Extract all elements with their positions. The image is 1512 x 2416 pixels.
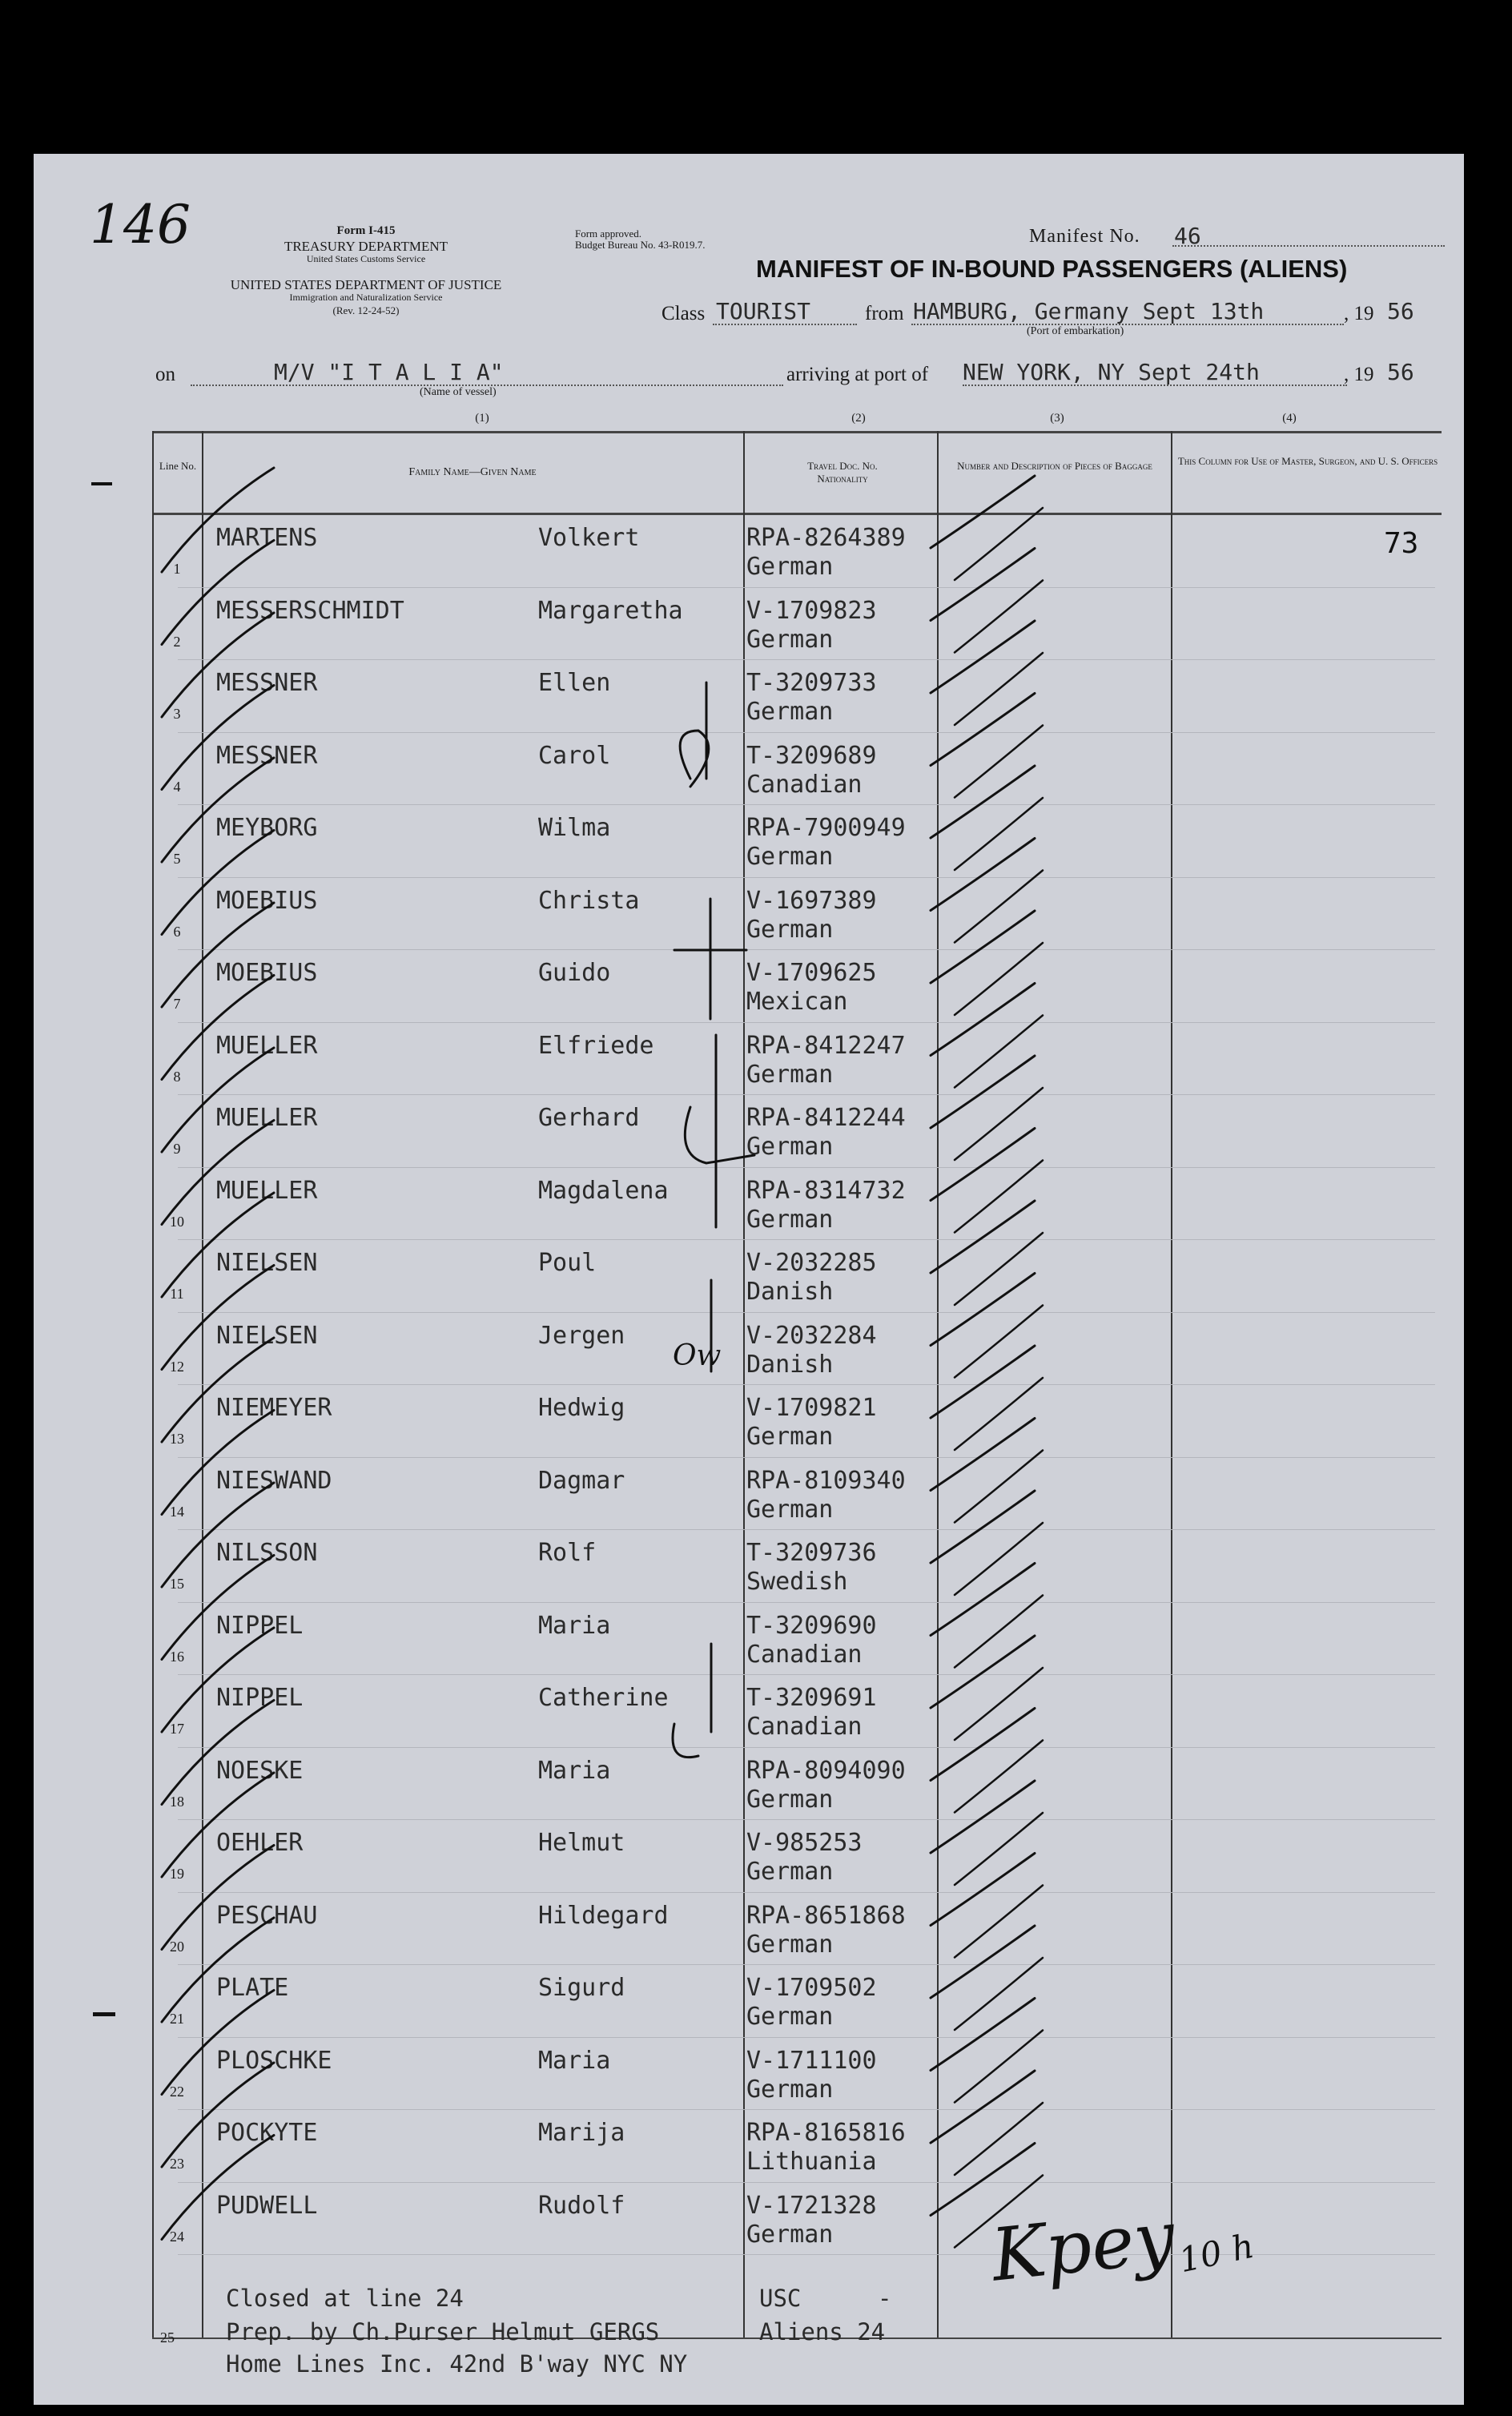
nationality: German — [746, 1205, 834, 1234]
check-stroke — [162, 1266, 274, 1370]
given-name: Carol — [538, 741, 611, 770]
family-name: MESSERSCHMIDT — [216, 596, 404, 625]
arriving-label: arriving at port of — [786, 364, 929, 385]
given-name: Elfriede — [538, 1031, 654, 1060]
line-number: 6 — [173, 923, 181, 940]
check-stroke — [955, 871, 1043, 943]
travel-doc-number: RPA-8314732 — [746, 1176, 906, 1205]
class-value: TOURIST — [716, 298, 811, 324]
check-marks — [34, 154, 1464, 2405]
check-stroke — [955, 1306, 1043, 1378]
line-number: 10 — [170, 1213, 184, 1230]
line-number: 22 — [170, 2083, 184, 2100]
given-name: Ellen — [538, 669, 611, 697]
family-name: MOEBIUS — [216, 959, 318, 987]
family-name: PLOSCHKE — [216, 2046, 332, 2075]
family-name: OEHLER — [216, 1829, 304, 1857]
check-stroke — [955, 581, 1043, 653]
check-stroke — [955, 1958, 1043, 2030]
check-stroke — [931, 1709, 1035, 1781]
manifest-sheet — [34, 154, 1464, 2405]
nationality: Canadian — [746, 1640, 863, 1669]
header-officers: This Column for Use of Master, Surgeon, and U. S. Officers — [1177, 455, 1438, 467]
travel-doc-number: V-1709625 — [746, 959, 877, 987]
family-name: NILSSON — [216, 1539, 318, 1567]
from-year: 56 — [1387, 298, 1414, 324]
given-name: Volkert — [538, 524, 640, 552]
check-stroke — [955, 1451, 1043, 1523]
check-stroke — [931, 1419, 1035, 1491]
check-stroke — [162, 2063, 274, 2167]
check-stroke — [162, 1846, 274, 1950]
customs-service: United States Customs Service — [306, 253, 426, 264]
given-name: Rolf — [538, 1539, 597, 1567]
check-stroke — [162, 1556, 274, 1660]
family-name: PUDWELL — [216, 2191, 318, 2220]
check-stroke — [955, 1016, 1043, 1088]
line-number: 7 — [173, 996, 181, 1012]
travel-doc-number: V-1709823 — [746, 596, 877, 625]
check-stroke — [931, 984, 1035, 1056]
given-name: Wilma — [538, 814, 611, 842]
family-name: NIPPEL — [216, 1684, 304, 1712]
vessel-name: M/V "I T A L I A" — [274, 359, 504, 385]
line-number: 3 — [173, 706, 181, 722]
check-stroke — [162, 1773, 274, 1877]
travel-doc-number: RPA-8651868 — [746, 1901, 906, 1930]
nationality: German — [746, 1858, 834, 1886]
given-name: Magdalena — [538, 1176, 669, 1205]
given-name: Maria — [538, 1756, 611, 1785]
arrival-year-prefix: , 19 — [1344, 364, 1374, 385]
travel-doc-number: T-3209689 — [746, 741, 877, 770]
check-stroke — [955, 1886, 1043, 1958]
from-label: from — [865, 303, 904, 324]
check-stroke — [931, 1274, 1035, 1346]
manifest-title: MANIFEST OF IN-BOUND PASSENGERS (ALIENS) — [756, 255, 1348, 283]
family-name: MARTENS — [216, 524, 318, 552]
check-stroke — [955, 1523, 1043, 1595]
prepared-by: Prep. by Ch.Purser Helmut GERGS — [226, 2318, 660, 2346]
travel-doc-number: RPA-8109340 — [746, 1466, 906, 1495]
given-name: Guido — [538, 959, 611, 987]
line-number: 21 — [170, 2011, 184, 2027]
check-stroke — [931, 1999, 1035, 2071]
check-stroke — [162, 468, 274, 572]
nationality: German — [746, 1930, 834, 1959]
travel-doc-number: T-3209736 — [746, 1539, 877, 1567]
check-stroke — [955, 1596, 1043, 1668]
family-name: NIELSEN — [216, 1321, 318, 1350]
given-name: Poul — [538, 1249, 597, 1277]
family-name: NIPPEL — [216, 1611, 304, 1640]
nationality: Canadian — [746, 1713, 863, 1741]
check-stroke — [162, 2136, 274, 2240]
column-number-3: (3) — [1050, 412, 1064, 425]
family-name: POCKYTE — [216, 2119, 318, 2147]
header-travel-doc: Travel Doc. No. Nationality — [807, 460, 878, 485]
nationality: German — [746, 2220, 834, 2249]
signature: Kpey — [987, 2195, 1179, 2298]
check-stroke — [955, 1668, 1043, 1740]
check-stroke — [931, 2144, 1035, 2216]
line-number: 13 — [170, 1431, 184, 1447]
header-baggage: Number and Description of Pieces of Baggage — [957, 460, 1152, 472]
travel-doc-number: RPA-8412244 — [746, 1104, 906, 1132]
check-stroke — [931, 1346, 1035, 1418]
given-name: Christa — [538, 886, 640, 915]
check-stroke — [931, 476, 1035, 548]
check-stroke — [955, 2103, 1043, 2175]
family-name: MUELLER — [216, 1176, 318, 1205]
given-name: Maria — [538, 1611, 611, 1640]
nationality: German — [746, 2003, 834, 2031]
line-number: 19 — [170, 1866, 184, 1882]
given-name: Helmut — [538, 1829, 625, 1857]
given-name: Hedwig — [538, 1394, 625, 1422]
family-name: MEYBORG — [216, 814, 318, 842]
nationality: German — [746, 915, 834, 944]
nationality: Lithuania — [746, 2148, 877, 2176]
column-number-2: (2) — [851, 412, 866, 425]
nationality: German — [746, 1133, 834, 1161]
check-stroke — [162, 1338, 274, 1442]
manifest-number: 46 — [1174, 223, 1201, 249]
travel-doc-number: V-2032285 — [746, 1249, 877, 1277]
treasury-department: TREASURY DEPARTMENT — [284, 239, 448, 254]
check-stroke — [162, 541, 274, 645]
given-name: Jergen — [538, 1321, 625, 1350]
check-stroke — [162, 1628, 274, 1732]
line-number: 24 — [170, 2228, 184, 2245]
nationality: German — [746, 1423, 834, 1451]
budget-bureau: Budget Bureau No. 43-R019.7. — [575, 239, 706, 251]
check-stroke — [955, 1161, 1043, 1233]
line-number: 17 — [170, 1721, 184, 1737]
line-number: 9 — [173, 1141, 181, 1157]
margin-note: 146 — [90, 194, 191, 256]
check-stroke — [162, 686, 274, 790]
arrival-year: 56 — [1387, 359, 1414, 385]
check-stroke — [955, 2031, 1043, 2103]
check-stroke — [955, 1813, 1043, 1885]
check-stroke — [162, 1483, 274, 1587]
nationality: Mexican — [746, 988, 848, 1016]
check-stroke — [162, 1121, 274, 1225]
line-25-number: 25 — [160, 2329, 175, 2346]
vessel-note: (Name of vessel) — [420, 386, 497, 398]
given-name: Rudolf — [538, 2191, 625, 2220]
check-stroke — [931, 1201, 1035, 1273]
line-number: 14 — [170, 1503, 184, 1520]
check-stroke — [955, 1378, 1043, 1450]
check-stroke — [931, 549, 1035, 621]
check-stroke — [685, 1107, 754, 1163]
ins-service: Immigration and Naturalization Service — [289, 292, 443, 303]
check-stroke — [931, 2071, 1035, 2143]
port-note: (Port of embarkation) — [1027, 325, 1124, 337]
check-stroke — [931, 1564, 1035, 1636]
nationality: German — [746, 698, 834, 726]
family-name: PLATE — [216, 1974, 289, 2002]
family-name: MOEBIUS — [216, 886, 318, 915]
check-stroke — [931, 1781, 1035, 1853]
travel-doc-number: T-3209690 — [746, 1611, 877, 1640]
check-stroke — [931, 1926, 1035, 1998]
usc-dash: - — [878, 2285, 892, 2312]
line-number: 2 — [173, 633, 181, 650]
family-name: PESCHAU — [216, 1901, 318, 1930]
check-stroke — [955, 653, 1043, 725]
check-stroke — [931, 1636, 1035, 1708]
given-name: Catherine — [538, 1684, 669, 1712]
line-number: 18 — [170, 1793, 184, 1810]
check-stroke — [931, 1854, 1035, 1926]
check-stroke — [162, 1411, 274, 1515]
given-name: Sigurd — [538, 1974, 625, 2002]
family-name: NOESKE — [216, 1756, 304, 1785]
check-stroke — [955, 798, 1043, 870]
justice-department: UNITED STATES DEPARTMENT OF JUSTICE — [230, 277, 502, 292]
line-number: 1 — [173, 561, 181, 577]
check-stroke — [931, 766, 1035, 838]
family-name: NIEMEYER — [216, 1394, 332, 1422]
check-stroke — [931, 911, 1035, 983]
check-stroke — [931, 1129, 1035, 1201]
manifest-label: Manifest No. — [1029, 226, 1140, 247]
aliens-total: Aliens 24 — [759, 2318, 886, 2346]
line-number: 12 — [170, 1358, 184, 1375]
line-number: 23 — [170, 2156, 184, 2172]
on-label: on — [155, 364, 175, 385]
check-stroke — [955, 1088, 1043, 1160]
nationality: German — [746, 1060, 834, 1089]
line-number: 4 — [173, 778, 181, 795]
line-number: 8 — [173, 1068, 181, 1085]
travel-doc-number: V-1711100 — [746, 2046, 877, 2075]
check-stroke — [680, 731, 709, 787]
header-name: Family Name—Given Name — [408, 466, 537, 478]
nationality: German — [746, 553, 834, 581]
closing-note: Closed at line 24 — [226, 2285, 464, 2312]
given-name: Maria — [538, 2046, 611, 2075]
from-year-prefix: , 19 — [1344, 303, 1374, 324]
arrival-value: NEW YORK, NY Sept 24th — [963, 359, 1260, 385]
nationality: Canadian — [746, 770, 863, 799]
check-stroke — [955, 726, 1043, 798]
column-number-4: (4) — [1282, 412, 1297, 425]
check-stroke — [162, 1918, 274, 2022]
family-name: NIELSEN — [216, 1249, 318, 1277]
nationality: Swedish — [746, 1568, 848, 1596]
travel-doc-number: RPA-7900949 — [746, 814, 906, 842]
family-name: MUELLER — [216, 1031, 318, 1060]
company-line: Home Lines Inc. 42nd B'way NYC NY — [226, 2350, 688, 2378]
family-name: MESSNER — [216, 741, 318, 770]
form-approved: Form approved. — [575, 228, 642, 240]
given-name: Margaretha — [538, 596, 683, 625]
travel-doc-number: T-3209733 — [746, 669, 877, 697]
given-name: Hildegard — [538, 1901, 669, 1930]
check-stroke — [955, 1741, 1043, 1813]
page-count: 73 — [1384, 527, 1419, 560]
travel-doc-number: RPA-8165816 — [746, 2119, 906, 2147]
family-name: MESSNER — [216, 669, 318, 697]
family-name: MUELLER — [216, 1104, 318, 1132]
check-stroke — [955, 508, 1043, 580]
check-stroke — [162, 1991, 274, 2095]
nationality: Danish — [746, 1278, 834, 1306]
from-value: HAMBURG, Germany Sept 13th — [913, 298, 1265, 324]
column-number-1: (1) — [475, 412, 489, 425]
check-stroke — [931, 839, 1035, 911]
line-number: 16 — [170, 1648, 184, 1665]
officer-initials: 10 h — [1175, 2225, 1257, 2281]
nationality: Danish — [746, 1350, 834, 1379]
travel-doc-number: V-1721328 — [746, 2191, 877, 2220]
nationality: German — [746, 625, 834, 654]
travel-doc-number: T-3209691 — [746, 1684, 877, 1712]
check-stroke — [955, 1233, 1043, 1305]
check-stroke — [162, 613, 274, 717]
check-stroke — [931, 694, 1035, 766]
travel-doc-number: RPA-8094090 — [746, 1756, 906, 1785]
nationality: German — [746, 843, 834, 871]
given-name: Dagmar — [538, 1466, 625, 1495]
form-number: Form I-415 — [336, 224, 396, 237]
given-name: Marija — [538, 2119, 625, 2147]
travel-doc-number: V-2032284 — [746, 1321, 877, 1350]
check-stroke — [162, 831, 274, 935]
check-stroke — [162, 758, 274, 862]
usc-label: USC — [759, 2285, 802, 2312]
check-stroke — [162, 1193, 274, 1297]
travel-doc-number: V-1709821 — [746, 1394, 877, 1422]
travel-doc-number: RPA-8264389 — [746, 524, 906, 552]
check-stroke — [931, 1491, 1035, 1563]
line-number: 5 — [173, 851, 181, 867]
travel-doc-number: V-1709502 — [746, 1974, 877, 2002]
check-stroke — [162, 1701, 274, 1805]
check-stroke — [162, 1048, 274, 1152]
check-stroke — [931, 621, 1035, 693]
nationality: German — [746, 1785, 834, 1814]
revision-date: (Rev. 12-24-52) — [332, 304, 400, 316]
line-number: 20 — [170, 1938, 184, 1955]
check-stroke — [955, 943, 1043, 1015]
check-stroke — [162, 976, 274, 1080]
line-number: 11 — [170, 1286, 184, 1302]
mark-jergen: Ow — [673, 1339, 722, 1372]
header-line-no: Line No. — [159, 460, 197, 472]
check-stroke — [162, 903, 274, 1007]
check-stroke — [673, 1724, 698, 1758]
travel-doc-number: RPA-8412247 — [746, 1031, 906, 1060]
nationality: German — [746, 1495, 834, 1524]
travel-doc-number: V-985253 — [746, 1829, 863, 1857]
line-number: 15 — [170, 1576, 184, 1592]
check-stroke — [955, 2176, 1043, 2248]
nationality: German — [746, 2075, 834, 2104]
class-label: Class — [662, 303, 706, 324]
family-name: NIESWAND — [216, 1466, 332, 1495]
check-stroke — [931, 1056, 1035, 1128]
travel-doc-number: V-1697389 — [746, 886, 877, 915]
given-name: Gerhard — [538, 1104, 640, 1132]
